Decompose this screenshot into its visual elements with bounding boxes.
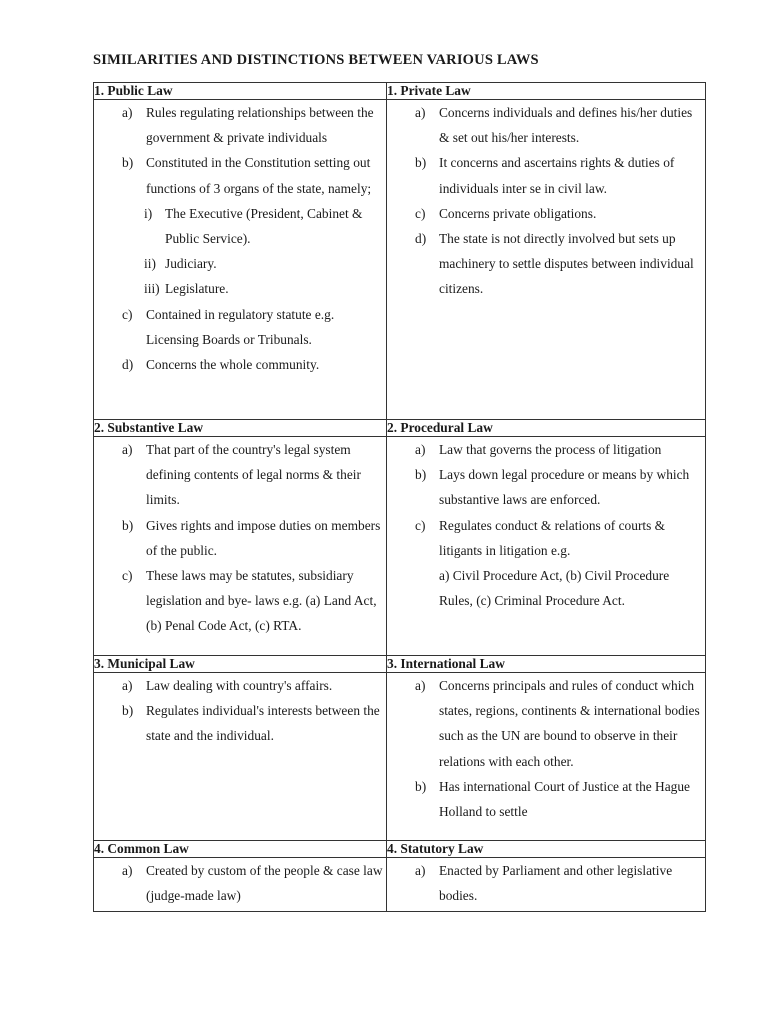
- list-item-text: a) Civil Procedure Act, (b) Civil Procedure Rules, (c) Criminal Procedure Act.: [439, 568, 670, 609]
- list-item: [94, 150, 386, 200]
- list-item-text: Regulates conduct & relations of courts & litigants in litigation e.g.: [439, 517, 666, 558]
- list-marker: d): [122, 357, 134, 373]
- list-item: [94, 673, 386, 698]
- list-item: [94, 858, 386, 908]
- sub-list-item: [94, 251, 386, 276]
- list-item: [94, 352, 386, 377]
- list-marker: a): [122, 678, 133, 693]
- list-item: [387, 150, 705, 200]
- list-item-text: Judiciary.: [165, 256, 217, 272]
- statutory-law-heading: 4. Statutory Law: [387, 841, 706, 858]
- private-law-heading: 1. Private Law: [387, 83, 706, 100]
- list-marker: b): [415, 155, 427, 171]
- list-item: [94, 437, 386, 513]
- list-item-text: Created by custom of the people & case law (judge-made law): [146, 863, 383, 904]
- list-marker: ii): [144, 256, 156, 272]
- list-marker: b): [415, 467, 427, 483]
- list-item-text: Concerns the whole community.: [146, 357, 320, 373]
- list-item-text: Contained in regulatory statute e.g. Licensing Boards or Tribunals.: [146, 306, 335, 347]
- list-marker: c): [122, 306, 133, 322]
- common-law-heading: 4. Common Law: [94, 841, 387, 858]
- list-item-text: Legislature.: [165, 281, 229, 297]
- table-row: [94, 858, 706, 912]
- laws-comparison-table: [93, 82, 706, 912]
- public-law-cell: [94, 100, 387, 420]
- list-item: [387, 100, 705, 150]
- substantive-law-cell: [94, 437, 387, 656]
- list-item-text: Law dealing with country's affairs.: [146, 678, 333, 693]
- list-item-text: Concerns individuals and defines his/her duties & set out his/her interests.: [439, 105, 693, 146]
- list-marker: b): [415, 778, 427, 794]
- list-marker: i): [144, 205, 153, 221]
- list-marker: b): [122, 703, 134, 719]
- list-item: [387, 462, 705, 512]
- list-item: [387, 774, 705, 824]
- table-heading-row: [94, 656, 706, 673]
- list-item-text: Concerns principals and rules of conduct which states, regions, continents & international bodies such as the UN are bound to observe in their relations with each other.: [439, 678, 700, 769]
- substantive-law-heading: 2. Substantive Law: [94, 420, 387, 437]
- list-marker: b): [122, 155, 134, 171]
- table-heading-row: [94, 420, 706, 437]
- statutory-law-cell: [387, 858, 706, 912]
- international-law-heading: 3. International Law: [387, 656, 706, 673]
- list-item: [387, 673, 705, 774]
- list-item-text: Concerns private obligations.: [439, 205, 597, 221]
- list-item: [94, 302, 386, 352]
- private-law-cell: [387, 100, 706, 420]
- list-item: [94, 513, 386, 563]
- list-marker: a): [122, 442, 133, 457]
- table-row: [94, 673, 706, 841]
- list-item-text: Law that governs the process of litigation: [439, 442, 662, 457]
- list-item: [387, 437, 705, 462]
- list-marker: c): [122, 568, 133, 584]
- table-row: [94, 437, 706, 656]
- list-marker: d): [415, 231, 427, 247]
- list-item-text: These laws may be statutes, subsidiary legislation and bye- laws e.g. (a) Land Act, (b) Penal Code Act, (c) RTA.: [146, 568, 377, 634]
- public-law-heading: 1. Public Law: [94, 83, 387, 100]
- document-title: SIMILARITIES AND DISTINCTIONS BETWEEN VARIOUS LAWS: [93, 52, 539, 68]
- list-item: [387, 226, 705, 302]
- list-item-text: Regulates individual's interests between the state and the individual.: [146, 703, 380, 744]
- table-heading-row: [94, 83, 706, 100]
- list-item-text: Lays down legal procedure or means by which substantive laws are enforced.: [439, 467, 690, 508]
- common-law-cell: [94, 858, 387, 912]
- list-marker: a): [415, 105, 426, 120]
- list-item-text: Rules regulating relationships between the government & private individuals: [146, 105, 374, 146]
- list-item-text: The state is not directly involved but sets up machinery to settle disputes between individual citizens.: [439, 231, 694, 297]
- municipal-law-heading: 3. Municipal Law: [94, 656, 387, 673]
- list-item: [387, 858, 705, 908]
- list-item-text: The Executive (President, Cabinet & Public Service).: [165, 205, 363, 247]
- list-marker: iii): [144, 281, 160, 297]
- procedural-law-heading: 2. Procedural Law: [387, 420, 706, 437]
- list-item-text: Enacted by Parliament and other legislative bodies.: [439, 863, 673, 904]
- list-item-text: Has international Court of Justice at the Hague Holland to settle: [439, 778, 691, 820]
- list-marker: a): [122, 863, 133, 878]
- list-item: [94, 100, 386, 150]
- procedural-law-cell: [387, 437, 706, 656]
- list-item: [387, 563, 705, 613]
- list-marker: a): [122, 105, 133, 120]
- sub-list-item: [94, 201, 386, 251]
- list-marker: a): [415, 442, 426, 457]
- table-heading-row: [94, 841, 706, 858]
- municipal-law-cell: [94, 673, 387, 841]
- list-marker: a): [415, 863, 426, 878]
- sub-list-item: [94, 276, 386, 301]
- list-item: [387, 201, 705, 226]
- international-law-cell: [387, 673, 706, 841]
- list-marker: c): [415, 205, 426, 221]
- list-item: [387, 513, 705, 563]
- list-marker: c): [415, 517, 426, 533]
- list-item-text: Gives rights and impose duties on members of the public.: [146, 517, 381, 558]
- table-row: [94, 100, 706, 420]
- list-item-text: That part of the country's legal system defining contents of legal norms & their limits.: [146, 442, 361, 508]
- list-item: [94, 563, 386, 639]
- list-item: [94, 698, 386, 748]
- list-marker: a): [415, 678, 426, 693]
- list-marker: b): [122, 517, 134, 533]
- list-item-text: It concerns and ascertains rights & duties of individuals inter se in civil law.: [439, 155, 675, 196]
- list-item-text: Constituted in the Constitution setting out functions of 3 organs of the state, namely;: [146, 155, 372, 196]
